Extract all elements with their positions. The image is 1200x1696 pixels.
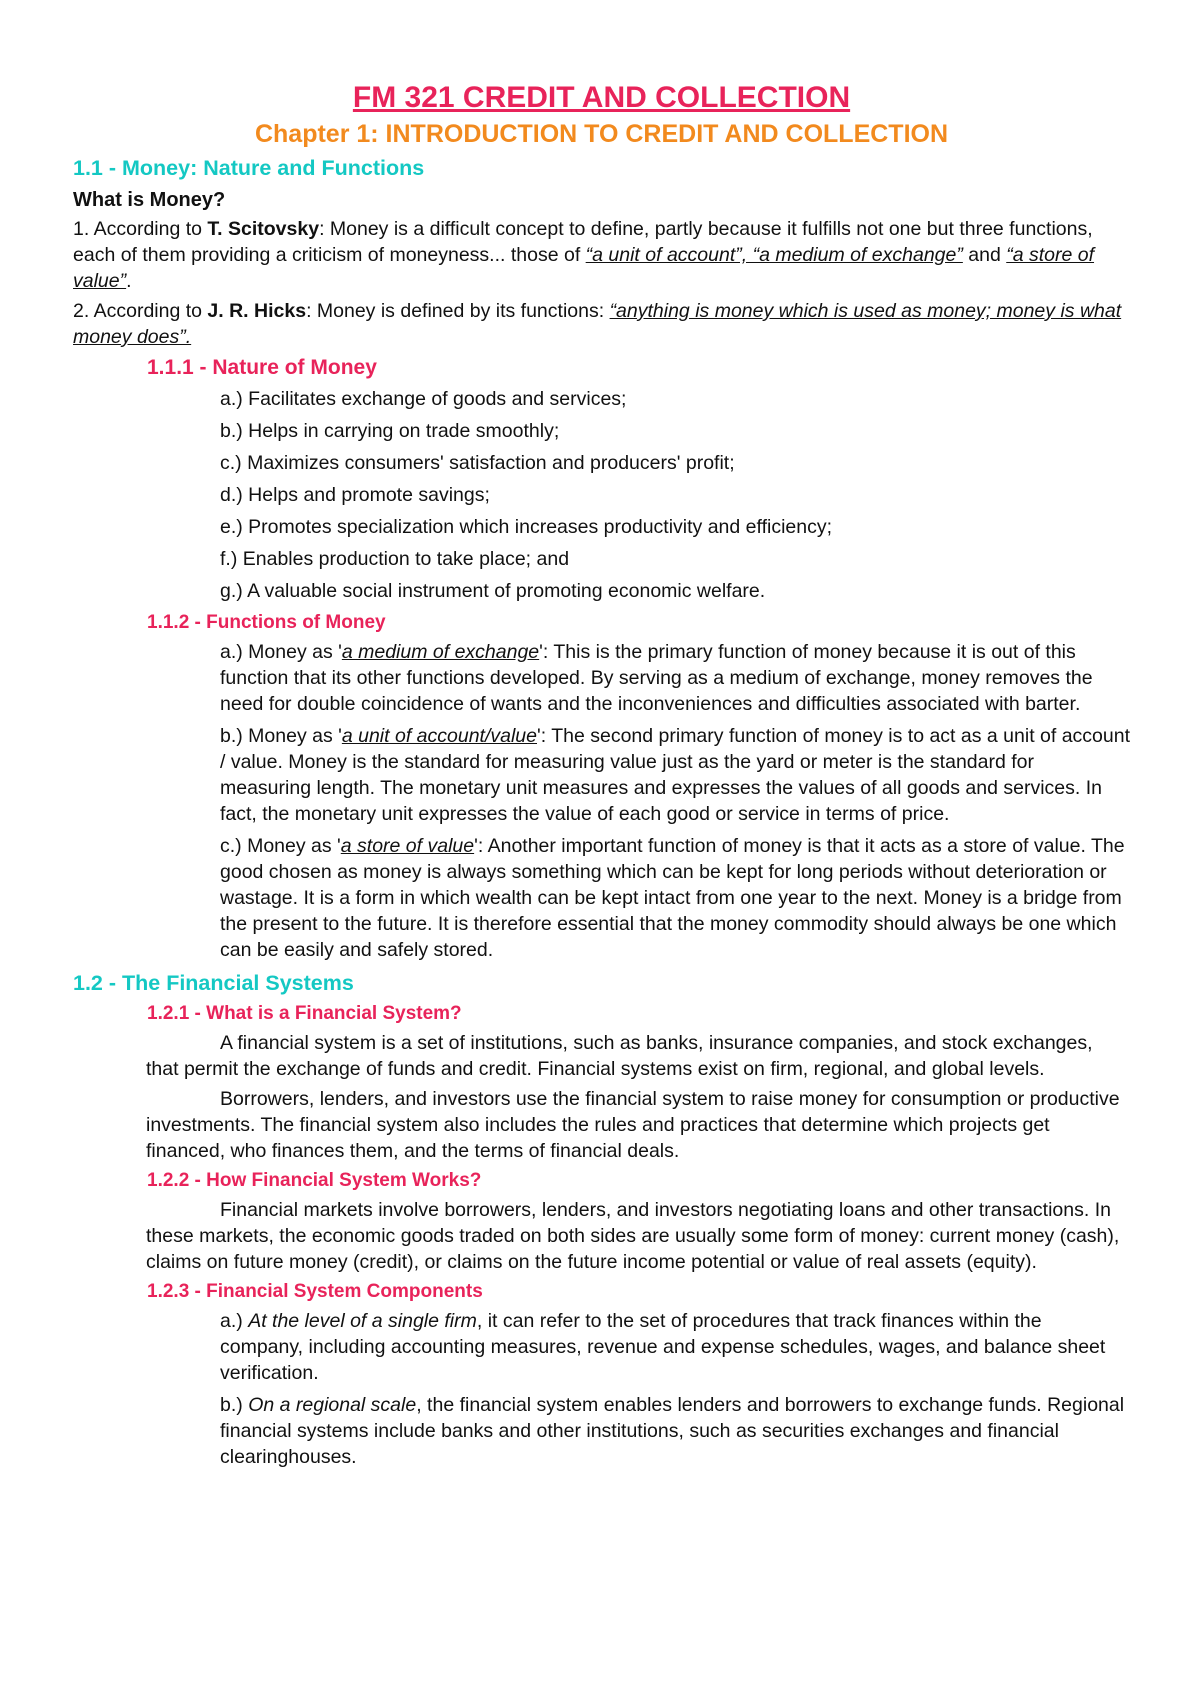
- text: c.) Money as ': [220, 835, 341, 857]
- quote: “a unit of account”, “a medium of exchange”: [585, 244, 963, 266]
- term: a medium of exchange: [341, 641, 540, 663]
- section-heading-1-1: 1.1 - Money: Nature and Functions: [73, 156, 425, 180]
- text: : Money is a difficult concept to define, partly because it fulfills not one but three functions, each of them providing a criticism of moneyness... those of: [73, 218, 1093, 266]
- question-heading: What is Money?: [73, 189, 226, 211]
- subsection-heading-1-2-3: 1.2.3 - Financial System Components: [147, 1281, 483, 1302]
- list-item: f.) Enables production to take place; and: [220, 548, 570, 570]
- paragraph: Financial markets involve borrowers, lenders, and investors negotiating loans and other transactions. In these markets, the economic goods traded on both sides are usually some form of money: current money (cash), claims on future money (credit), or claims on the future income potential or value of real assets (equity).: [146, 1199, 1120, 1273]
- text: , it can refer to the set of procedures that track finances within the company, including accounting measures, revenue and expense schedules, wages, and balance sheet verification.: [220, 1310, 1106, 1384]
- text: ': This is the primary function of money because it is out of this function that its other functions developed. By serving as a medium of exchange, money removes the need for double coincidence of wants and the inconveniences and difficulties associated with barter.: [220, 641, 1093, 715]
- text: 2. According to: [73, 300, 208, 322]
- text: a.): [220, 1310, 249, 1332]
- subsection-heading-1-1-2: 1.1.2 - Functions of Money: [147, 612, 386, 633]
- text: b.) Money as ': [220, 725, 342, 747]
- term: a store of value: [340, 835, 475, 857]
- list-item: g.) A valuable social instrument of promoting economic welfare.: [220, 580, 766, 602]
- list-item: c.) Maximizes consumers' satisfaction and producers' profit;: [220, 452, 735, 474]
- quote: “a store of value”: [73, 244, 1095, 292]
- subsection-heading-1-2-2: 1.2.2 - How Financial System Works?: [147, 1170, 482, 1191]
- paragraph-scitovsky: [73, 216, 1130, 294]
- author-name: J. R. Hicks: [207, 300, 307, 322]
- subsection-heading-1-2-1: 1.2.1 - What is a Financial System?: [147, 1003, 462, 1024]
- text: .: [126, 270, 132, 292]
- function-item-exchange: [220, 639, 1130, 717]
- text: 1. According to: [73, 218, 208, 240]
- component-item-firm: [220, 1308, 1130, 1386]
- function-item-account: [220, 723, 1130, 827]
- quote: “anything is money which is used as money; money is what money does”.: [73, 300, 1122, 348]
- list-item: a.) Facilitates exchange of goods and services;: [220, 388, 627, 410]
- paragraph-hicks: [73, 298, 1130, 350]
- text: , the financial system enables lenders and borrowers to exchange funds. Regional financial systems include banks and other institutions, such as securities exchanges and financial clearinghouses.: [220, 1394, 1125, 1468]
- text: : Money is defined by its functions:: [306, 300, 610, 322]
- text: and: [962, 244, 1007, 266]
- chapter-heading: Chapter 1: INTRODUCTION TO CREDIT AND COLLECTION: [254, 120, 949, 148]
- paragraph: Borrowers, lenders, and investors use the financial system to raise money for consumption or productive investments. The financial system also includes the rules and practices that determine which projects get financed, who finances them, and the terms of financial deals.: [146, 1088, 1120, 1162]
- term: a unit of account/value: [341, 725, 537, 747]
- document-title: FM 321 CREDIT AND COLLECTION: [352, 81, 851, 114]
- paragraph: A financial system is a set of institutions, such as banks, insurance companies, and stock exchanges, that permit the exchange of funds and credit. Financial systems exist on firm, regional, and global levels.: [146, 1032, 1093, 1080]
- emphasis: On a regional scale: [248, 1394, 417, 1416]
- text: ': The second primary function of money is to act as a unit of account / value. Money is the standard for measuring value just as the yard or meter is the standard for measuring length. The monetary unit measures and expresses the values of all goods and services. In fact, the monetary unit expresses the value of each good or service in terms of price.: [220, 725, 1131, 825]
- list-item: b.) Helps in carrying on trade smoothly;: [220, 420, 560, 442]
- section-heading-1-2: 1.2 - The Financial Systems: [73, 971, 354, 995]
- text: ': Another important function of money is that it acts as a store of value. The good chosen as money is always something which can be kept for long periods without deterioration or wastage. It is a form in which wealth can be kept intact from one year to the next. Money is a bridge from the present to the future. It is therefore essential that the money commodity should always be one which can be easily and safely stored.: [220, 835, 1125, 961]
- component-item-regional: [220, 1392, 1130, 1470]
- subsection-heading-1-1-1: 1.1.1 - Nature of Money: [147, 356, 377, 379]
- text: a.) Money as ': [220, 641, 342, 663]
- text: b.): [220, 1394, 249, 1416]
- list-item: d.) Helps and promote savings;: [220, 484, 490, 506]
- emphasis: At the level of a single firm: [248, 1310, 477, 1332]
- function-item-store: [220, 833, 1130, 963]
- list-item: e.) Promotes specialization which increases productivity and efficiency;: [220, 516, 833, 538]
- author-name: T. Scitovsky: [207, 218, 320, 240]
